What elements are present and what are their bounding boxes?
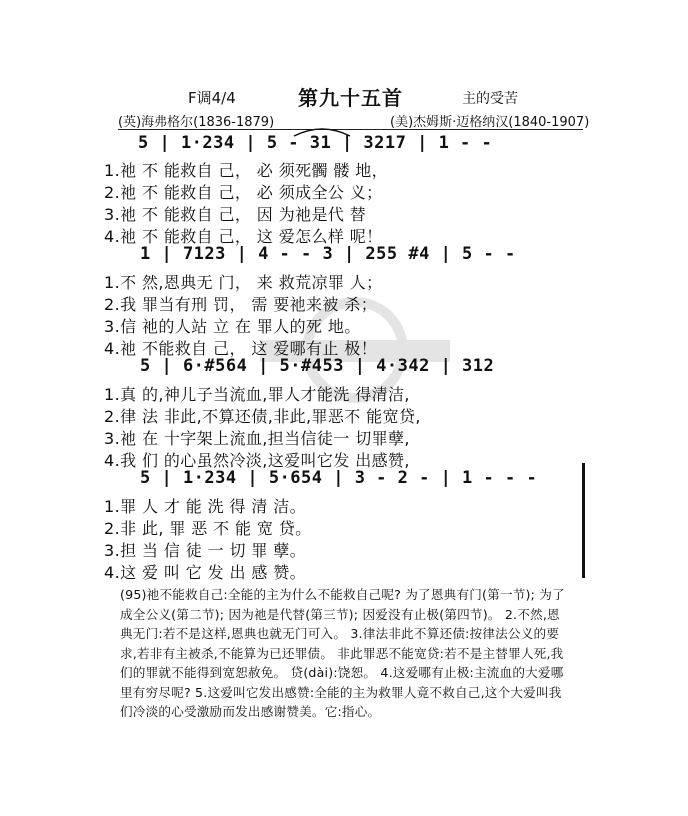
key-signature: F调4/4 (188, 89, 236, 107)
lyric-line: 4.祂 不 能救自 己， 这 爱怎么样 呢！ (104, 227, 383, 246)
notation-line-2: 1 | 7123 | 4 - - 3 | 255 #4 | 5 - - (140, 244, 516, 264)
lyric-line: 4.祂 不能救自 己， 这 爱哪有止 极！ (104, 339, 378, 358)
lyric-line: 3.祂 不 能救自 己， 因 为祂是代 替 (104, 205, 367, 224)
final-barline (582, 463, 585, 578)
lyric-line: 2.祂 不 能救自 己， 必 须成全公 义； (104, 183, 383, 202)
composer-credit: (美)杰姆斯·迈格纳汉(1840-1907) (390, 115, 590, 130)
lyric-line: 4.这 爱 叫 它 发 出 感 赞。 (104, 563, 307, 582)
slur-mark (292, 124, 352, 138)
lyric-line: 2.我 罪当有刑 罚， 需 要祂来被 杀； (104, 295, 378, 314)
hymn-notes: (95)祂不能救自己:全能的主为什么不能救自己呢? 为了恩典有门(第一节); 为了成全公义(第二节); 因为祂是代替(第三节); 因爱没有止极(第四节)。 2.不然,恩典无门:若不是这样,恩典也就无门可入。 3.律法非此不算还债:按律法公义的要求,若非有主被杀,不能算为已还罪债。 非此罪恶不能宽贷:若不是主替罪人死,我们的罪就不能得到宽恕赦免。 贷(dài):饶恕。 4.这爱哪有止极:主流血的大爱哪里有穷尽呢? 5.这爱叫它发出感赞:全能的主为救罪人竟不救自己,这个大爱叫我们冷淡的心受激励而发出感谢赞美。它:指心。 (120, 587, 565, 719)
notation-line-1: 5 | 1·234 | 5 - 31 | 3217 | 1 - - (138, 133, 493, 153)
lyric-line: 3.信 祂的人站 立 在 罪人的死 地。 (104, 317, 361, 336)
lyric-line: 3.担 当 信 徒 一 切 罪 孽。 (104, 541, 307, 560)
hymn-subtitle: 主的受苦 (462, 91, 518, 107)
lyric-line: 1.罪 人 才 能 洗 得 清 洁。 (104, 497, 307, 516)
lyric-line: 2.律 法 非此,不算还债,非此,罪恶不 能宽贷, (104, 407, 421, 426)
notation-line-4: 5 | 1·234 | 5·654 | 3 - 2 - | 1 - - - (140, 468, 538, 488)
lyricist-credit: (英)海弗格尔(1836-1879) (118, 115, 275, 130)
lyric-line: 1.不 然,恩典无 门， 来 救荒凉罪 人； (104, 273, 383, 292)
notation-line-3: 5 | 6·#564 | 5·#453 | 4·342 | 312 (140, 356, 495, 376)
lyric-line: 3.祂 在 十字架上流血,担当信徒一 切罪孽, (104, 429, 410, 448)
hymn-number: 第九十五首 (298, 86, 403, 110)
lyric-line: 2.非 此, 罪 恶 不 能 宽 贷。 (104, 519, 312, 538)
lyric-line: 1.真 的,神儿子当流血,罪人才能洗 得清洁, (104, 385, 410, 404)
lyric-line: 4.我 们 的心虽然冷淡,这爱叫它发 出感赞, (104, 451, 410, 470)
lyric-line: 1.祂 不 能救自 己， 必 须死髑 髅 地， (104, 161, 389, 180)
